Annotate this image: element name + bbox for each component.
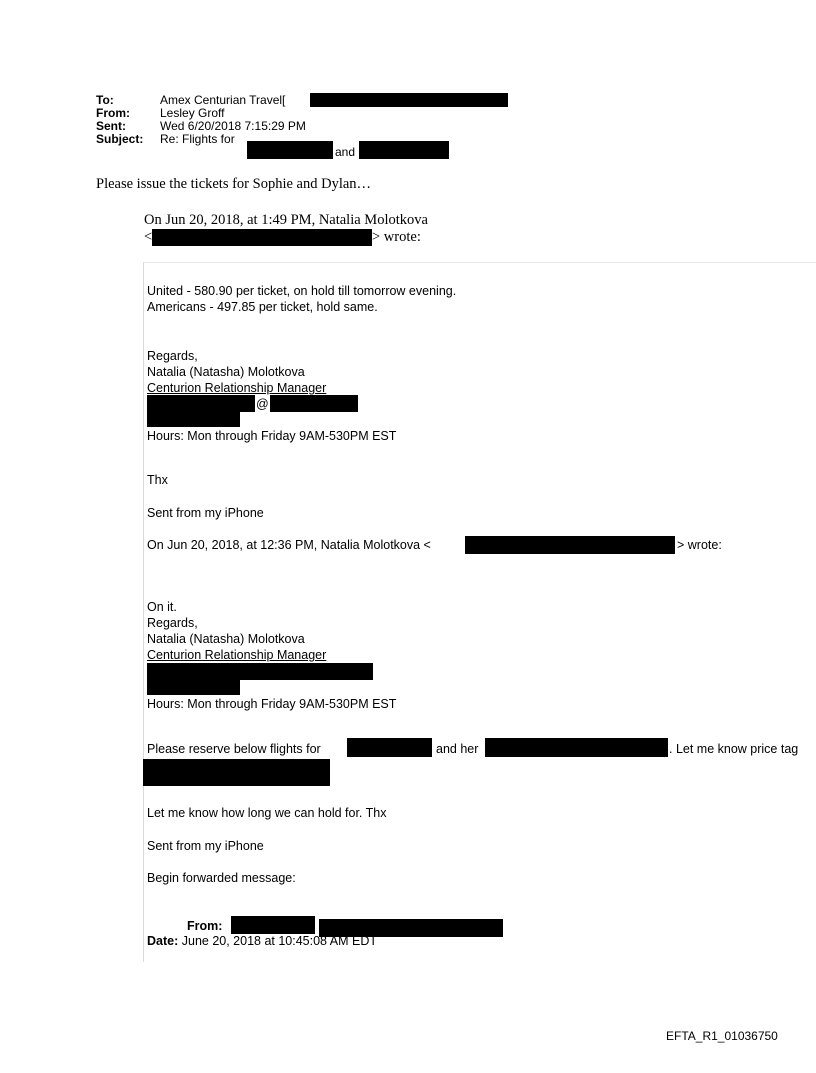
- quote2-regards: Regards,: [147, 616, 198, 630]
- redaction-reserve-name: [347, 738, 432, 757]
- subject-label: Subject:: [96, 132, 144, 146]
- redaction-quote1-sig-email-user: [147, 395, 255, 412]
- redaction-quote1-sig-phone: [147, 411, 240, 427]
- quote2-intro: On Jun 20, 2018, at 12:36 PM, Natalia Molotkova <: [147, 538, 431, 552]
- quote1-wrote: > wrote:: [372, 229, 421, 245]
- fwd-date-row: [147, 933, 377, 949]
- quote2-signature-title: Centurion Relationship Manager: [147, 648, 327, 662]
- quote2-reserve-start: Please reserve below flights for: [147, 742, 321, 756]
- redaction-subject-name-1: [247, 141, 333, 159]
- quote1-line2: Americans - 497.85 per ticket, hold same.: [147, 300, 378, 314]
- quote1-intro: On Jun 20, 2018, at 1:49 PM, Natalia Molotkova: [144, 212, 428, 228]
- redaction-quote2-sig-email: [147, 663, 373, 680]
- fwd-from-label: From:: [187, 919, 223, 933]
- quote1-signature-title: Centurion Relationship Manager: [147, 381, 327, 395]
- from-label: From:: [96, 106, 130, 120]
- quote1-sig-at: @: [256, 397, 269, 411]
- fwd-date-value: June 20, 2018 at 10:45:08 AM EDT: [181, 934, 378, 948]
- fwd-date-label: Date:: [147, 934, 179, 948]
- redaction-to-email: [310, 93, 508, 107]
- to-label: To:: [96, 93, 114, 107]
- quote-left-border: [143, 262, 144, 962]
- sent-value: Wed 6/20/2018 7:15:29 PM: [160, 119, 306, 133]
- header-subject-row: [96, 133, 235, 146]
- sent-label: Sent:: [96, 119, 126, 133]
- quote1-regards: Regards,: [147, 349, 198, 363]
- quote1-thx: Thx: [147, 473, 168, 487]
- quote2-reserve-mid: and her: [436, 742, 479, 756]
- quote2-hold: Let me know how long we can hold for. Thx: [147, 806, 387, 820]
- redaction-quote2-email: [465, 536, 675, 554]
- redaction-fwd-from-name: [231, 916, 315, 934]
- quote-top-border: [143, 262, 816, 263]
- quote2-sent-from: Sent from my iPhone: [147, 839, 264, 853]
- quote2-on-it: On it.: [147, 600, 177, 614]
- quote1-line1: United - 580.90 per ticket, on hold till tomorrow evening.: [147, 284, 457, 298]
- quote2-reserve-end: . Let me know price tag: [669, 742, 799, 756]
- quote2-hours: Hours: Mon through Friday 9AM-530PM EST: [147, 697, 397, 711]
- redaction-reserve-details: [143, 759, 330, 786]
- subject-and: and: [335, 145, 356, 159]
- quote2-wrote: > wrote:: [677, 538, 722, 552]
- quote1-sent-from: Sent from my iPhone: [147, 506, 264, 520]
- quote1-hours: Hours: Mon through Friday 9AM-530PM EST: [147, 429, 397, 443]
- redaction-quote1-email: [152, 229, 372, 246]
- subject-value: Re: Flights for: [160, 132, 235, 146]
- document-id: EFTA_R1_01036750: [666, 1029, 778, 1043]
- redaction-subject-name-2: [359, 141, 449, 159]
- quote2-signature-name: Natalia (Natasha) Molotkova: [147, 632, 305, 646]
- redaction-reserve-relation: [485, 738, 668, 757]
- redaction-quote1-sig-email-domain: [270, 395, 358, 412]
- from-value: Lesley Groff: [160, 106, 225, 120]
- quote1-signature-name: Natalia (Natasha) Molotkova: [147, 365, 305, 379]
- quote1-lt: <: [144, 229, 153, 245]
- redaction-quote2-sig-phone: [147, 679, 240, 695]
- quote2-begin-forwarded: Begin forwarded message:: [147, 871, 296, 885]
- to-value: Amex Centurian Travel[: [160, 93, 286, 107]
- reply-line: Please issue the tickets for Sophie and Dylan…: [96, 176, 372, 192]
